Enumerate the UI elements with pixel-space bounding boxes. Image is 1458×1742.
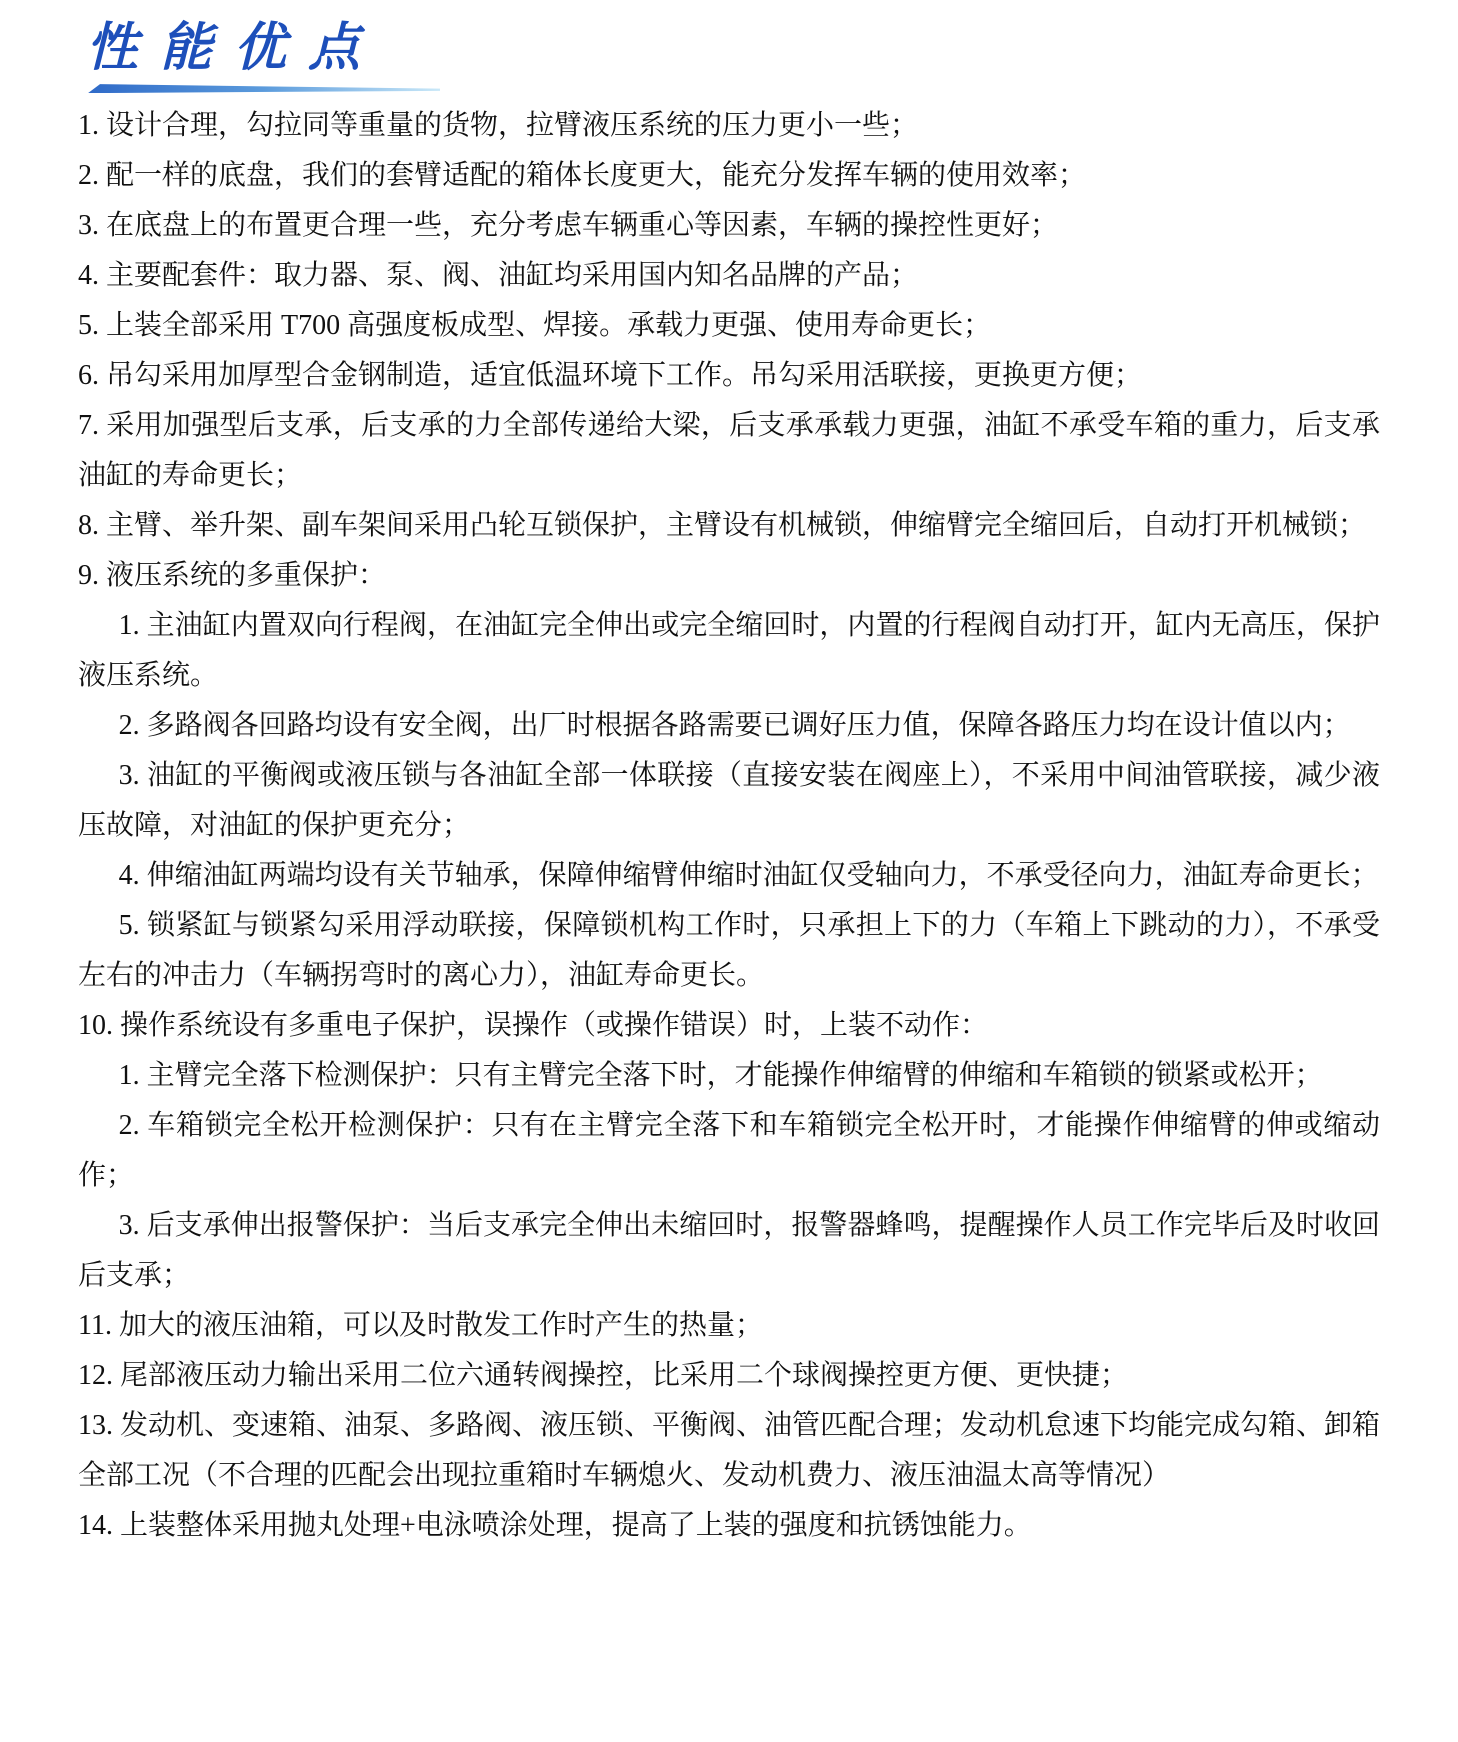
section-header [0, 0, 1458, 93]
feature-item-7: 7. 采用加强型后支承，后支承的力全部传递给大梁，后支承承载力更强，油缸不承受车箱的重力，后支承油缸的寿命更长； [78, 410, 1380, 492]
page-title: 性能优点 [86, 18, 383, 78]
feature-item-2: 2. 配一样的底盘，我们的套臂适配的箱体长度更大，能充分发挥车辆的使用效率； [78, 160, 1087, 192]
feature-item-1: 1. 设计合理，勾拉同等重量的货物，拉臂液压系统的压力更小一些； [78, 110, 919, 142]
feature-item-4: 4. 主要配套件：取力器、泵、阀、油缸均采用国内知名品牌的产品； [78, 260, 919, 292]
feature-item-6: 6. 吊勾采用加厚型合金钢制造，适宜低温环境下工作。吊勾采用活联接，更换更方便； [78, 360, 1143, 392]
title-underline [88, 84, 440, 93]
feature-item-9-sub-4: 4. 伸缩油缸两端均设有关节轴承，保障伸缩臂伸缩时油缸仅受轴向力，不承受径向力，油缸寿命更长； [118, 860, 1379, 892]
feature-item-11: 11. 加大的液压油箱，可以及时散发工作时产生的热量； [78, 1310, 763, 1342]
feature-item-10-sub-1: 1. 主臂完全落下检测保护：只有主臂完全落下时，才能操作伸缩臂的伸缩和车箱锁的锁紧或松开； [118, 1060, 1323, 1092]
feature-item-10-sub-2: 2. 车箱锁完全松开检测保护：只有在主臂完全落下和车箱锁完全松开时，才能操作伸缩臂的伸或缩动作； [78, 1110, 1380, 1192]
feature-item-5: 5. 上装全部采用 T700 高强度板成型、焊接。承载力更强、使用寿命更长； [78, 310, 992, 342]
feature-item-9-sub-3: 3. 油缸的平衡阀或液压锁与各油缸全部一体联接（直接安装在阀座上），不采用中间油管联接，减少液压故障，对油缸的保护更充分； [78, 760, 1380, 842]
feature-item-10: 10. 操作系统设有多重电子保护，误操作（或操作错误）时，上装不动作： [78, 1010, 989, 1042]
feature-list [0, 93, 1458, 1551]
feature-item-10-sub-3: 3. 后支承伸出报警保护：当后支承完全伸出未缩回时，报警器蜂鸣，提醒操作人员工作完毕后及时收回后支承； [78, 1210, 1380, 1292]
feature-item-14: 14. 上装整体采用抛丸处理+电泳喷涂处理，提高了上装的强度和抗锈蚀能力。 [78, 1510, 1032, 1542]
feature-item-9-sub-5: 5. 锁紧缸与锁紧勾采用浮动联接，保障锁机构工作时，只承担上下的力（车箱上下跳动的力），不承受左右的冲击力（车辆拐弯时的离心力），油缸寿命更长。 [78, 910, 1380, 992]
feature-item-9: 9. 液压系统的多重保护： [78, 560, 387, 592]
feature-item-8: 8. 主臂、举升架、副车架间采用凸轮互锁保护，主臂设有机械锁，伸缩臂完全缩回后，自动打开机械锁； [78, 510, 1367, 542]
feature-item-9-sub-2: 2. 多路阀各回路均设有安全阀，出厂时根据各路需要已调好压力值，保障各路压力均在设计值以内； [118, 710, 1351, 742]
feature-item-13: 13. 发动机、变速箱、油泵、多路阀、液压锁、平衡阀、油管匹配合理；发动机怠速下均能完成勾箱、卸箱全部工况（不合理的匹配会出现拉重箱时车辆熄火、发动机费力、液压油温太高等情况） [78, 1410, 1381, 1492]
feature-item-12: 12. 尾部液压动力输出采用二位六通转阀操控，比采用二个球阀操控更方便、更快捷； [78, 1360, 1129, 1392]
feature-item-3: 3. 在底盘上的布置更合理一些，充分考虑车辆重心等因素，车辆的操控性更好； [78, 210, 1059, 242]
feature-item-9-sub-1: 1. 主油缸内置双向行程阀，在油缸完全伸出或完全缩回时，内置的行程阀自动打开，缸内无高压，保护液压系统。 [78, 610, 1380, 692]
